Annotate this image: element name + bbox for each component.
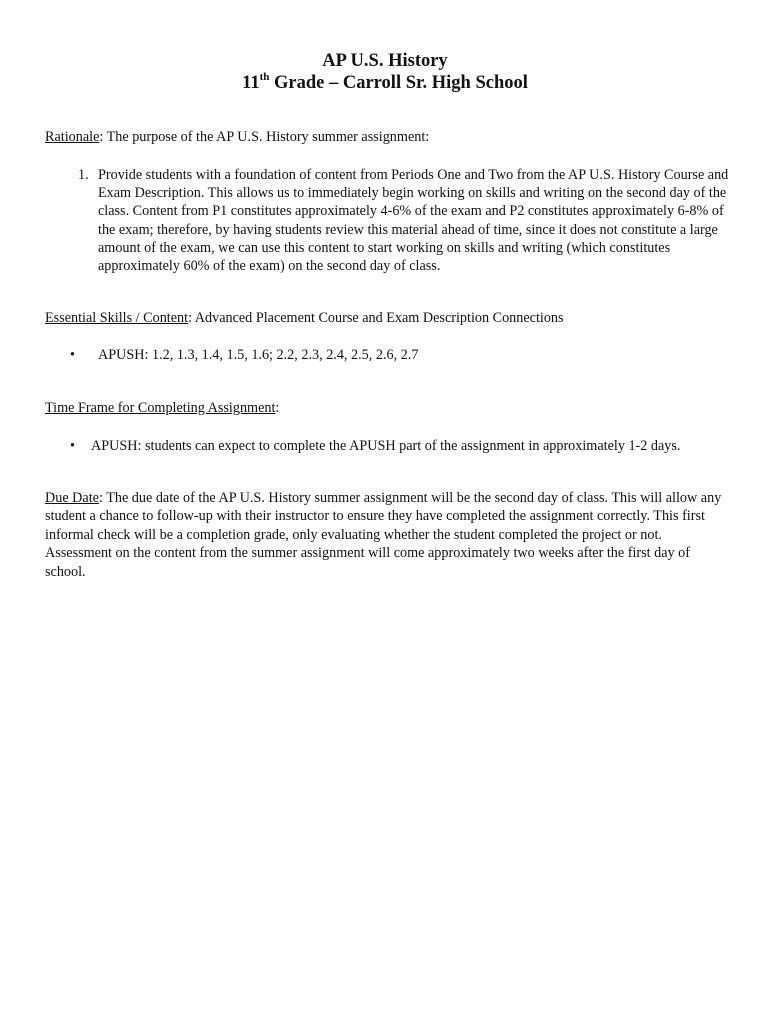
essential-skills-heading	[45, 309, 725, 327]
essential-skills-intro: : Advanced Placement Course and Exam Description Connections	[188, 310, 564, 326]
due-date-label: Due Date	[45, 490, 99, 506]
bullet-icon: •	[70, 438, 75, 454]
document-title	[0, 50, 770, 94]
essential-skills-label: Essential Skills / Content	[45, 310, 189, 326]
time-frame-heading	[45, 399, 725, 417]
bullet-item-text: APUSH: 1.2, 1.3, 1.4, 1.5, 1.6; 2.2, 2.3, 2.4, 2.5, 2.6, 2.7	[98, 347, 419, 363]
time-frame-bullet-item	[70, 437, 730, 455]
essential-skills-bullet-item	[70, 346, 730, 364]
due-date-text: : The due date of the AP U.S. History summer assignment will be the second day of class. This will allow any student a chance to follow-up with their instructor to ensure they have completed the assignment correctly. This first informal check will be a completion grade, only evaluating whether the student completed the project or not. Assessment on the content from the summer assignment will come approximately two weeks after the first day of school.	[45, 490, 722, 580]
grade-ordinal-suffix: th	[259, 70, 270, 83]
list-item-number: 1.	[78, 167, 89, 183]
grade-school-text: Grade – Carroll Sr. High School	[269, 73, 528, 93]
course-title: AP U.S. History	[322, 51, 448, 71]
rationale-heading	[45, 128, 725, 146]
rationale-label: Rationale	[45, 129, 100, 145]
bullet-item-text: APUSH: students can expect to complete the APUSH part of the assignment in approximately 1-2 days.	[91, 438, 681, 454]
grade-number: 11	[242, 73, 260, 93]
due-date-paragraph	[45, 489, 725, 581]
rationale-intro: : The purpose of the AP U.S. History summer assignment:	[99, 129, 430, 145]
rationale-list-item	[78, 166, 730, 275]
time-frame-label: Time Frame for Completing Assignment	[45, 400, 276, 416]
bullet-icon: •	[70, 347, 75, 363]
grade-school-line	[0, 72, 770, 94]
list-item-text: Provide students with a foundation of content from Periods One and Two from the AP U.S. History Course and Exam Description. This allows us to immediately begin working on skills and writing on the second day of the class. Content from P1 constitutes approximately 4-6% of the exam and P2 constitutes approximately 6-8% of the exam; therefore, by having students review this material ahead of time, since it does not constitute a large amount of the exam, we can use this content to start working on skills and writing (which constitutes approximately 60% of the exam) on the second day of class.	[98, 167, 729, 275]
time-frame-colon: :	[275, 400, 280, 416]
